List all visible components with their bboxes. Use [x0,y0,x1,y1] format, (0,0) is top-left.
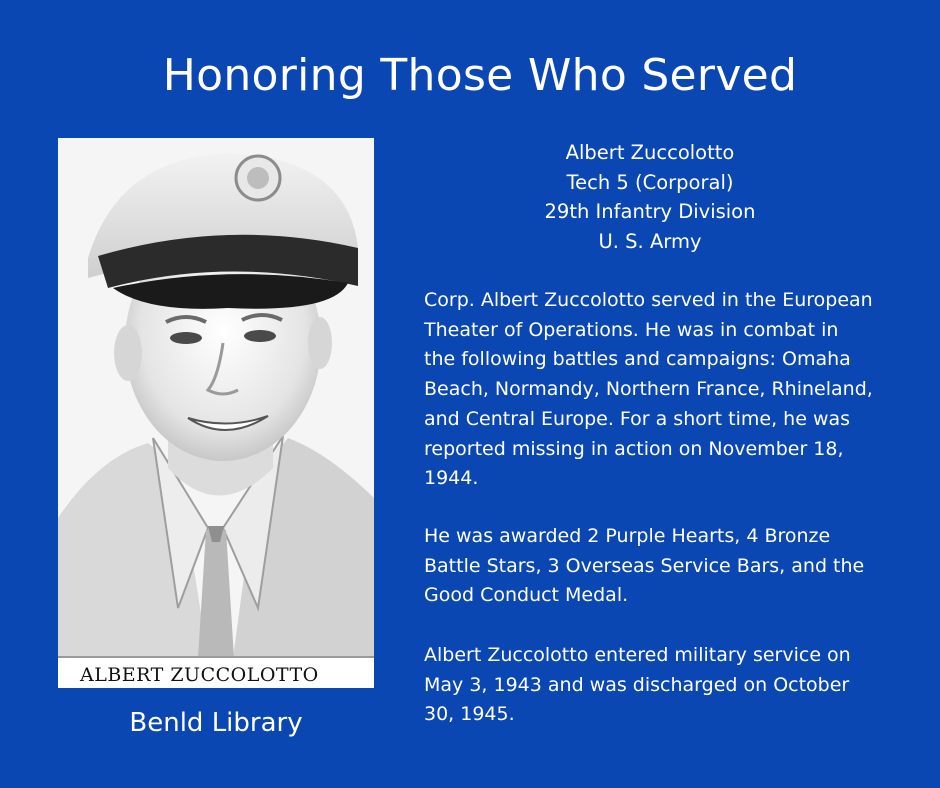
page-title: Honoring Those Who Served [162,50,798,101]
library-name: Benld Library [129,708,303,738]
soldier-name: Albert Zuccolotto [565,141,735,164]
soldier-branch: U. S. Army [598,229,702,253]
awards-paragraph: He was awarded 2 Purple Hearts, 4 Bronze Battle Stars, 3 Overseas Service Bars, and the Good Conduct Medal. [424,525,865,607]
soldier-rank: Tech 5 (Corporal) [566,170,734,194]
dates-paragraph: Albert Zuccolotto entered military service on May 3, 1943 and was discharged on October 30, 1945. [424,644,851,726]
photo-caption-strip [58,656,374,688]
soldier-portrait-image [58,138,374,658]
soldier-division: 29th Infantry Division [544,200,756,223]
photo-caption: ALBERT ZUCCOLOTTO [80,664,319,686]
service-header [400,138,900,256]
service-paragraph: Corp. Albert Zuccolotto served in the European Theater of Operations. He was in combat in the following battles and campaigns: Omaha Beach, Normandy, Northern France, Rhineland, and Central Europe. For a short time, he was reported missing in action on November 18, 1944. [424,289,873,490]
portrait-photo [58,138,374,688]
